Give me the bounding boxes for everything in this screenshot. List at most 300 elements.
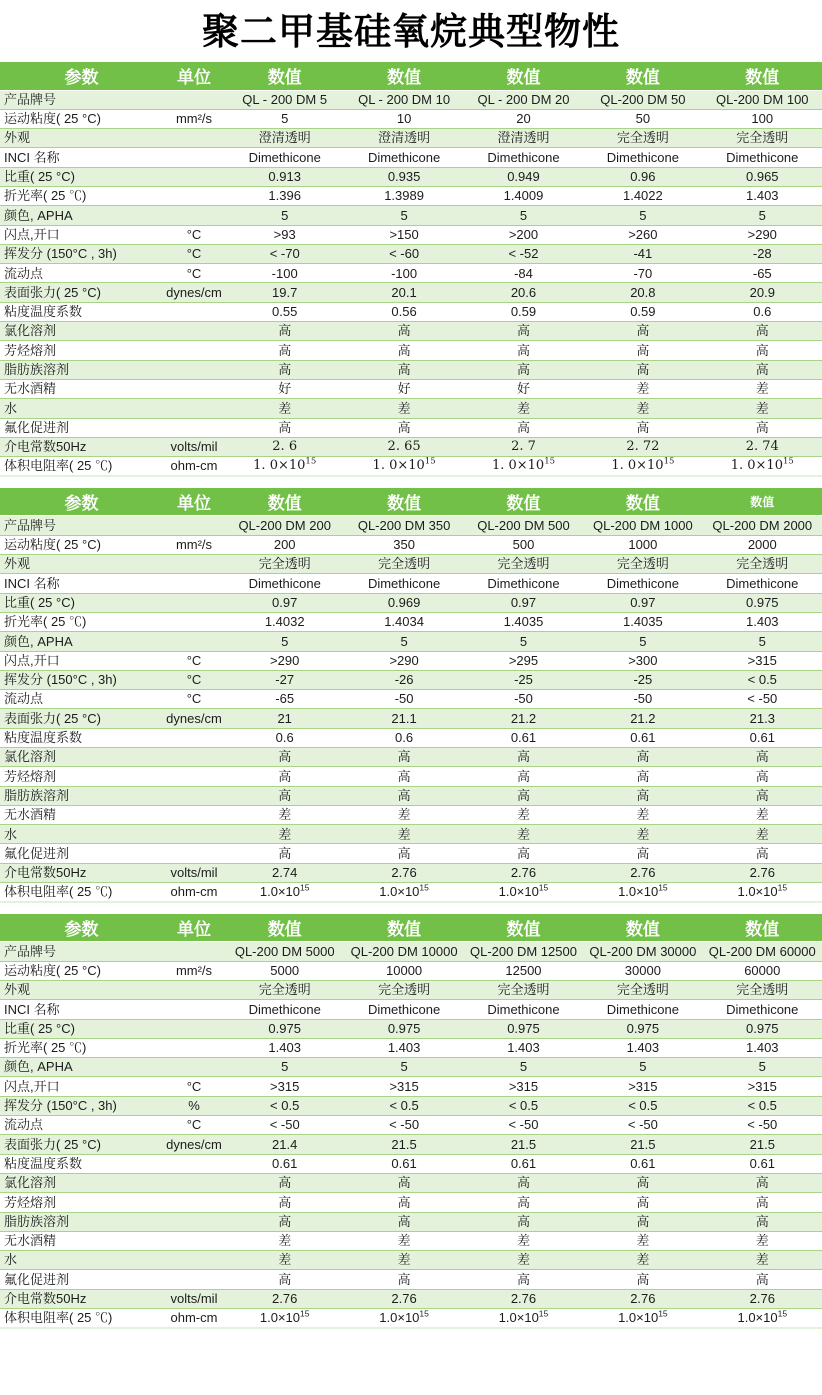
value-cell: -25 bbox=[583, 670, 702, 689]
value-cell: QL-200 DM 350 bbox=[357, 517, 451, 533]
value-cell: 完全透明 bbox=[225, 555, 344, 574]
value-cell: >315 bbox=[703, 651, 822, 670]
exponent: 15 bbox=[305, 456, 317, 467]
value-cell: 2.76 bbox=[583, 1289, 702, 1308]
unit-cell bbox=[163, 1231, 225, 1250]
unit-cell bbox=[163, 399, 225, 418]
value-cell: $1.0\times 10^{15}$ bbox=[703, 883, 822, 902]
value-cell: 澄清透明 bbox=[225, 129, 344, 148]
value-cell: 高 bbox=[583, 748, 702, 767]
value-cell: 澄清透明 bbox=[464, 129, 583, 148]
table-header-row bbox=[0, 914, 822, 942]
value-cell: 1.403 bbox=[703, 186, 822, 205]
unit-cell: % bbox=[163, 1096, 225, 1115]
value-cell: 高 bbox=[344, 1193, 463, 1212]
value-cell: 2.76 bbox=[703, 863, 822, 882]
param-cell: 闪点,开口 bbox=[0, 225, 163, 244]
param-cell: 外观 bbox=[0, 555, 163, 574]
value-cell: >315 bbox=[703, 1077, 822, 1096]
value-cell: -84 bbox=[464, 264, 583, 283]
unit-cell: °C bbox=[163, 670, 225, 689]
value-cell: Dimethicone bbox=[225, 1000, 344, 1019]
value-cell: 0.55 bbox=[225, 302, 344, 321]
param-cell: 芳烃熔剂 bbox=[0, 1193, 163, 1212]
table-row bbox=[0, 379, 822, 398]
table-row bbox=[0, 786, 822, 805]
value-cell: 30000 bbox=[583, 961, 702, 980]
value-cell: 0.969 bbox=[344, 593, 463, 612]
value-cell: -50 bbox=[464, 690, 583, 709]
value-cell: 1.396 bbox=[225, 186, 344, 205]
exponent: 15 bbox=[419, 1308, 429, 1319]
param-cell: 脂肪族溶剂 bbox=[0, 786, 163, 805]
value-cell: 高 bbox=[703, 1193, 822, 1212]
value-cell: 60000 bbox=[703, 961, 822, 980]
param-cell: 比重( 25 °C) bbox=[0, 593, 163, 612]
value-cell: Dimethicone bbox=[583, 1000, 702, 1019]
value-cell: >93 bbox=[225, 225, 344, 244]
table-row bbox=[0, 651, 822, 670]
unit-cell: volts/mil bbox=[163, 437, 225, 456]
table-row bbox=[0, 1135, 822, 1154]
value-cell: QL-200 DM 10000 bbox=[350, 943, 458, 959]
value-cell: 5000 bbox=[225, 961, 344, 980]
unit-cell bbox=[163, 302, 225, 321]
value-cell: < 0.5 bbox=[583, 1096, 702, 1115]
value-cell: 高 bbox=[464, 322, 583, 341]
value-cell: 5 bbox=[703, 1058, 822, 1077]
table-row bbox=[0, 186, 822, 205]
value-cell: 高 bbox=[225, 1212, 344, 1231]
value-cell: 高 bbox=[703, 322, 822, 341]
value-cell: 5 bbox=[344, 632, 463, 651]
value-cell: $1.0\times 10^{15}$ bbox=[344, 1309, 463, 1328]
value-cell: 0.56 bbox=[344, 302, 463, 321]
value-cell: < -70 bbox=[225, 244, 344, 263]
value-cell: $1.0\times 10^{15}$ bbox=[225, 1309, 344, 1328]
unit-cell bbox=[163, 612, 225, 631]
value-cell: 2.76 bbox=[344, 1289, 463, 1308]
param-cell: 挥发分 (150°C , 3h) bbox=[0, 1096, 163, 1115]
exponent: 15 bbox=[300, 1308, 310, 1319]
value-cell: 差 bbox=[344, 825, 463, 844]
value-cell: 5 bbox=[464, 1058, 583, 1077]
value-cell: 高 bbox=[225, 1270, 344, 1289]
unit-cell: dynes/cm bbox=[163, 283, 225, 302]
unit-cell bbox=[163, 341, 225, 360]
column-header: 参数 bbox=[0, 488, 163, 516]
param-cell: 芳烃熔剂 bbox=[0, 341, 163, 360]
value-cell: Dimethicone bbox=[703, 1000, 822, 1019]
value-cell: 高 bbox=[583, 1173, 702, 1192]
value-cell: 1.4022 bbox=[583, 186, 702, 205]
value-cell: 高 bbox=[344, 767, 463, 786]
value-cell: 5 bbox=[225, 109, 344, 128]
value-cell: 高 bbox=[344, 1212, 463, 1231]
column-header: 数值 bbox=[464, 914, 583, 942]
value-cell: 好 bbox=[225, 379, 344, 398]
value-cell: >315 bbox=[344, 1077, 463, 1096]
unit-cell: ohm-cm bbox=[163, 1309, 225, 1328]
value-cell: QL-200 DM 5000 bbox=[234, 943, 335, 959]
table-row bbox=[0, 883, 822, 902]
value-cell: QL-200 DM 50 bbox=[600, 91, 686, 107]
value-cell: 5 bbox=[464, 632, 583, 651]
value-cell: 2.76 bbox=[703, 1289, 822, 1308]
value-cell: 高 bbox=[703, 1173, 822, 1192]
value-cell: 2.74 bbox=[225, 863, 344, 882]
value-cell: 差 bbox=[225, 399, 344, 418]
value-cell: 1.403 bbox=[703, 612, 822, 631]
exponent: 15 bbox=[777, 882, 788, 893]
param-cell: 产品牌号 bbox=[4, 91, 57, 107]
unit-cell bbox=[163, 90, 225, 109]
value-cell: -41 bbox=[583, 244, 702, 263]
value-cell: 高 bbox=[583, 341, 702, 360]
column-header: 参数 bbox=[0, 62, 163, 90]
value-cell: -25 bbox=[464, 670, 583, 689]
value-cell: 2.76 bbox=[464, 1289, 583, 1308]
value-cell: < 0.5 bbox=[225, 1096, 344, 1115]
param-cell: 体积电阻率( 25 ℃) bbox=[0, 883, 163, 902]
unit-cell: dynes/cm bbox=[163, 709, 225, 728]
table-row bbox=[0, 942, 822, 961]
value-cell: 完全透明 bbox=[344, 980, 463, 999]
table-header-row bbox=[0, 488, 822, 516]
value-cell: 5 bbox=[703, 632, 822, 651]
value-cell: 差 bbox=[344, 805, 463, 824]
value-cell: 差 bbox=[464, 1251, 583, 1270]
value-cell: 2.76 bbox=[583, 863, 702, 882]
param-cell: 流动点 bbox=[0, 690, 163, 709]
param-cell: 外观 bbox=[0, 980, 163, 999]
value-cell: 19.7 bbox=[225, 283, 344, 302]
exponent: 15 bbox=[782, 456, 794, 467]
value-cell: Dimethicone bbox=[225, 148, 344, 167]
unit-cell: ohm-cm bbox=[163, 883, 225, 902]
value-cell: $1.0\times 10^{15}$ bbox=[464, 883, 583, 902]
value-cell: 高 bbox=[344, 786, 463, 805]
table-row bbox=[0, 1154, 822, 1173]
value-cell: 21.3 bbox=[703, 709, 822, 728]
unit-cell bbox=[163, 1154, 225, 1173]
value-cell: QL-200 DM 1000 bbox=[593, 517, 693, 533]
value-cell: >315 bbox=[464, 1077, 583, 1096]
unit-cell: °C bbox=[163, 651, 225, 670]
value-cell: 0.61 bbox=[583, 728, 702, 747]
value-cell: 差 bbox=[464, 805, 583, 824]
value-cell: Dimethicone bbox=[225, 574, 344, 593]
value-cell: $1.0\times 10^{15}$ bbox=[225, 883, 344, 902]
param-cell: 脂肪族溶剂 bbox=[0, 360, 163, 379]
value-cell: 0.61 bbox=[464, 1154, 583, 1173]
table-row bbox=[0, 167, 822, 186]
table-row bbox=[0, 1000, 822, 1019]
value-cell: Dimethicone bbox=[703, 148, 822, 167]
exponent: 15 bbox=[538, 1308, 549, 1319]
param-cell: 产品牌号 bbox=[4, 517, 57, 533]
value-cell: 高 bbox=[583, 322, 702, 341]
value-cell: 0.61 bbox=[464, 728, 583, 747]
param-cell: 比重( 25 °C) bbox=[0, 167, 163, 186]
unit-cell bbox=[163, 516, 225, 535]
value-cell: -100 bbox=[344, 264, 463, 283]
value-cell: 21.4 bbox=[225, 1135, 344, 1154]
table-row bbox=[0, 1270, 822, 1289]
value-cell: 12500 bbox=[464, 961, 583, 980]
param-cell: 水 bbox=[0, 825, 163, 844]
param-cell: 水 bbox=[0, 1251, 163, 1270]
value-cell: 高 bbox=[464, 786, 583, 805]
value-cell: < -50 bbox=[344, 1116, 463, 1135]
unit-cell bbox=[163, 379, 225, 398]
value-cell: < -50 bbox=[464, 1116, 583, 1135]
value-cell: 5 bbox=[344, 206, 463, 225]
unit-cell bbox=[163, 206, 225, 225]
value-cell: 5 bbox=[464, 206, 583, 225]
param-cell: 闪点,开口 bbox=[0, 1077, 163, 1096]
value-cell: 差 bbox=[703, 1231, 822, 1250]
param-cell: 氟化促进剂 bbox=[0, 1270, 163, 1289]
value-cell: 差 bbox=[583, 399, 702, 418]
value-cell: < -50 bbox=[225, 1116, 344, 1135]
value-cell: < 0.5 bbox=[344, 1096, 463, 1115]
unit-cell bbox=[163, 167, 225, 186]
value-cell: 1.4035 bbox=[583, 612, 702, 631]
value-cell: 20.8 bbox=[583, 283, 702, 302]
param-cell: 氟化促进剂 bbox=[0, 418, 163, 437]
value-cell: 高 bbox=[225, 767, 344, 786]
value-cell: >300 bbox=[583, 651, 702, 670]
value-cell: 差 bbox=[225, 1231, 344, 1250]
unit-cell bbox=[163, 632, 225, 651]
value-cell: 高 bbox=[225, 360, 344, 379]
table-row bbox=[0, 632, 822, 651]
table-row bbox=[0, 574, 822, 593]
value-cell: $1.0\times 10^{15}$ bbox=[344, 883, 463, 902]
value-cell: 差 bbox=[225, 805, 344, 824]
value-cell: QL-200 DM 2000 bbox=[712, 517, 813, 533]
unit-cell bbox=[163, 148, 225, 167]
value-cell: 21.5 bbox=[464, 1135, 583, 1154]
value-cell: 高 bbox=[225, 748, 344, 767]
value-cell: 500 bbox=[464, 535, 583, 554]
value-cell: -27 bbox=[225, 670, 344, 689]
value-cell: 高 bbox=[344, 418, 463, 437]
properties-table-3 bbox=[0, 914, 822, 1329]
value-cell: 差 bbox=[583, 379, 702, 398]
param-cell: 流动点 bbox=[0, 1116, 163, 1135]
column-header: 数值 bbox=[225, 62, 344, 90]
table-row bbox=[0, 264, 822, 283]
value-cell: QL - 200 DM 10 bbox=[358, 91, 451, 107]
properties-table-2 bbox=[0, 488, 822, 903]
value-cell: 高 bbox=[703, 844, 822, 863]
value-cell: 高 bbox=[344, 360, 463, 379]
table-row bbox=[0, 90, 822, 109]
value-cell: 差 bbox=[703, 1251, 822, 1270]
unit-cell: °C bbox=[163, 1116, 225, 1135]
value-cell: -28 bbox=[703, 244, 822, 263]
value-cell: 1. $0\times 10^{15}$ bbox=[583, 457, 702, 476]
value-cell: 0.97 bbox=[464, 593, 583, 612]
value-cell: 0.61 bbox=[703, 728, 822, 747]
value-cell: 1. $0\times 10^{15}$ bbox=[344, 457, 463, 476]
value-cell: 21.2 bbox=[464, 709, 583, 728]
page-title: 聚二甲基硅氧烷典型物性 bbox=[202, 11, 620, 52]
value-cell: 高 bbox=[344, 1173, 463, 1192]
param-cell: 折光率( 25 ℃) bbox=[0, 186, 163, 205]
param-cell: 闪点,开口 bbox=[0, 651, 163, 670]
table-row bbox=[0, 1019, 822, 1038]
param-cell: 无水酒精 bbox=[0, 379, 163, 398]
value-cell: 10 bbox=[344, 109, 463, 128]
param-cell: 水 bbox=[0, 399, 163, 418]
value-cell: 2. 7 bbox=[464, 437, 583, 456]
value-cell: < -60 bbox=[344, 244, 463, 263]
unit-cell bbox=[163, 129, 225, 148]
value-cell: 高 bbox=[703, 341, 822, 360]
table-row bbox=[0, 670, 822, 689]
unit-cell: volts/mil bbox=[163, 1289, 225, 1308]
value-cell: 1.403 bbox=[225, 1038, 344, 1057]
value-cell: 1.403 bbox=[583, 1038, 702, 1057]
unit-cell bbox=[163, 748, 225, 767]
value-cell: 1.403 bbox=[344, 1038, 463, 1057]
properties-table-1 bbox=[0, 62, 822, 477]
value-cell: 完全透明 bbox=[464, 555, 583, 574]
value-cell: 5 bbox=[344, 1058, 463, 1077]
unit-cell bbox=[163, 593, 225, 612]
unit-cell bbox=[163, 728, 225, 747]
table-row bbox=[0, 555, 822, 574]
value-cell: < 0.5 bbox=[703, 1096, 822, 1115]
column-header: 参数 bbox=[0, 914, 163, 942]
param-cell: 表面张力( 25 °C) bbox=[0, 709, 163, 728]
table-row bbox=[0, 690, 822, 709]
value-cell: -50 bbox=[344, 690, 463, 709]
value-cell: 高 bbox=[464, 418, 583, 437]
exponent: 15 bbox=[658, 1308, 668, 1319]
value-cell: 高 bbox=[344, 748, 463, 767]
table-row bbox=[0, 244, 822, 263]
param-cell: INCI 名称 bbox=[0, 1000, 163, 1019]
param-cell: INCI 名称 bbox=[0, 148, 163, 167]
exponent: 15 bbox=[777, 1308, 788, 1319]
value-cell: 高 bbox=[703, 748, 822, 767]
column-header: 单位 bbox=[163, 488, 225, 516]
value-cell: 0.965 bbox=[703, 167, 822, 186]
value-cell: 0.59 bbox=[583, 302, 702, 321]
value-cell: QL-200 DM 12500 bbox=[470, 943, 577, 959]
value-cell: 1. $0\times 10^{15}$ bbox=[703, 457, 822, 476]
value-cell: < -50 bbox=[703, 1116, 822, 1135]
value-cell: 0.61 bbox=[225, 1154, 344, 1173]
param-cell: 表面张力( 25 °C) bbox=[0, 283, 163, 302]
param-cell: 氯化溶剂 bbox=[0, 1173, 163, 1192]
value-cell: 高 bbox=[344, 341, 463, 360]
param-cell: 运动粘度( 25 °C) bbox=[0, 109, 163, 128]
value-cell: 21.5 bbox=[583, 1135, 702, 1154]
value-cell: QL-200 DM 60000 bbox=[708, 943, 816, 959]
value-cell: 高 bbox=[344, 322, 463, 341]
value-cell: 高 bbox=[583, 1270, 702, 1289]
value-cell: 2000 bbox=[703, 535, 822, 554]
unit-cell bbox=[163, 1058, 225, 1077]
value-cell: >315 bbox=[583, 1077, 702, 1096]
value-cell: Dimethicone bbox=[344, 1000, 463, 1019]
column-header: 数值 bbox=[344, 62, 463, 90]
table-row bbox=[0, 612, 822, 631]
value-cell: 21.2 bbox=[583, 709, 702, 728]
value-cell: 0.975 bbox=[703, 593, 822, 612]
column-header: 数值 bbox=[464, 488, 583, 516]
table-row bbox=[0, 109, 822, 128]
value-cell: 2. 74 bbox=[703, 437, 822, 456]
unit-cell bbox=[163, 805, 225, 824]
value-cell: 高 bbox=[344, 1270, 463, 1289]
value-cell: 完全透明 bbox=[464, 980, 583, 999]
table-row bbox=[0, 206, 822, 225]
value-cell: 21.5 bbox=[344, 1135, 463, 1154]
param-cell: 颜色, APHA bbox=[0, 206, 163, 225]
table-row bbox=[0, 593, 822, 612]
unit-cell bbox=[163, 942, 225, 961]
value-cell: 高 bbox=[464, 360, 583, 379]
value-cell: 完全透明 bbox=[703, 129, 822, 148]
column-header: 单位 bbox=[163, 62, 225, 90]
table-row bbox=[0, 863, 822, 882]
exponent: 15 bbox=[544, 456, 556, 467]
unit-cell bbox=[163, 574, 225, 593]
unit-cell: °C bbox=[163, 264, 225, 283]
unit-cell bbox=[163, 786, 225, 805]
unit-cell bbox=[163, 1173, 225, 1192]
value-cell: 差 bbox=[583, 805, 702, 824]
value-cell: 高 bbox=[583, 1212, 702, 1231]
param-cell: 流动点 bbox=[0, 264, 163, 283]
param-cell: 粘度温度系数 bbox=[0, 302, 163, 321]
table-row bbox=[0, 1251, 822, 1270]
value-cell: 差 bbox=[225, 825, 344, 844]
param-cell: 折光率( 25 ℃) bbox=[0, 1038, 163, 1057]
unit-cell: dynes/cm bbox=[163, 1135, 225, 1154]
column-header: 数值 bbox=[703, 62, 822, 90]
param-cell: 挥发分 (150°C , 3h) bbox=[0, 670, 163, 689]
unit-cell: °C bbox=[163, 1077, 225, 1096]
unit-cell bbox=[163, 1000, 225, 1019]
value-cell: 高 bbox=[344, 844, 463, 863]
value-cell: 完全透明 bbox=[583, 980, 702, 999]
unit-cell bbox=[163, 767, 225, 786]
param-cell: 无水酒精 bbox=[0, 1231, 163, 1250]
table-row bbox=[0, 341, 822, 360]
unit-cell bbox=[163, 825, 225, 844]
value-cell: 0.61 bbox=[703, 1154, 822, 1173]
value-cell: -65 bbox=[225, 690, 344, 709]
value-cell: 差 bbox=[583, 1231, 702, 1250]
param-cell: 氯化溶剂 bbox=[0, 322, 163, 341]
value-cell: 0.6 bbox=[703, 302, 822, 321]
value-cell: 5 bbox=[225, 632, 344, 651]
value-cell: 10000 bbox=[344, 961, 463, 980]
value-cell: 20 bbox=[464, 109, 583, 128]
value-cell: < 0.5 bbox=[703, 670, 822, 689]
unit-cell: °C bbox=[163, 225, 225, 244]
value-cell: 差 bbox=[344, 399, 463, 418]
value-cell: $1.0\times 10^{15}$ bbox=[703, 1309, 822, 1328]
value-cell: 1000 bbox=[583, 535, 702, 554]
